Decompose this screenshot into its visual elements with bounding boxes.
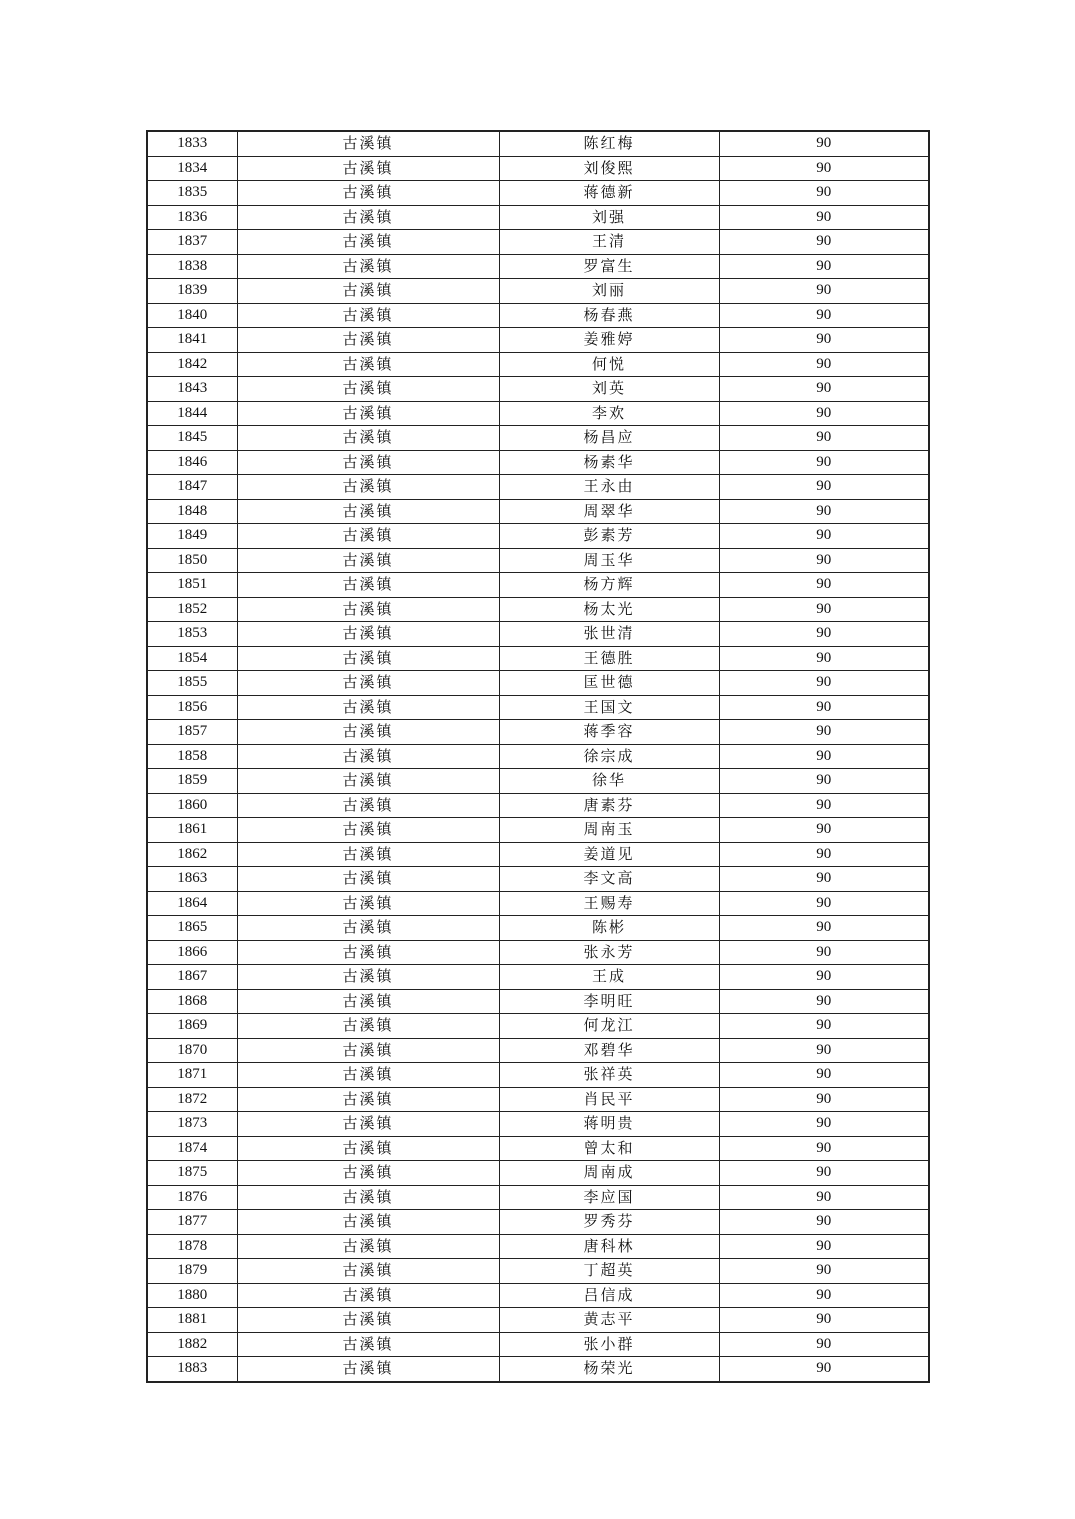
table-row	[147, 1308, 929, 1333]
town-cell: 古溪镇	[237, 646, 499, 671]
town-cell: 古溪镇	[237, 303, 499, 328]
town-cell: 古溪镇	[237, 1308, 499, 1333]
town-cell: 古溪镇	[237, 671, 499, 696]
person-name-cell: 杨方辉	[499, 573, 719, 598]
amount-cell: 90	[719, 744, 929, 769]
person-name-cell: 张祥英	[499, 1063, 719, 1088]
person-name-cell: 刘俊熙	[499, 156, 719, 181]
amount-cell: 90	[719, 230, 929, 255]
table-row	[147, 671, 929, 696]
town-cell: 古溪镇	[237, 1210, 499, 1235]
row-number-cell: 1844	[147, 401, 237, 426]
row-number-cell: 1871	[147, 1063, 237, 1088]
amount-cell: 90	[719, 1038, 929, 1063]
town-cell: 古溪镇	[237, 1136, 499, 1161]
town-cell: 古溪镇	[237, 989, 499, 1014]
row-number-cell: 1868	[147, 989, 237, 1014]
row-number-cell: 1879	[147, 1259, 237, 1284]
person-name-cell: 蒋明贵	[499, 1112, 719, 1137]
row-number-cell: 1852	[147, 597, 237, 622]
table-row	[147, 916, 929, 941]
row-number-cell: 1856	[147, 695, 237, 720]
person-name-cell: 周南成	[499, 1161, 719, 1186]
town-cell: 古溪镇	[237, 426, 499, 451]
amount-cell: 90	[719, 793, 929, 818]
amount-cell: 90	[719, 1357, 929, 1382]
row-number-cell: 1859	[147, 769, 237, 794]
table-row	[147, 328, 929, 353]
person-name-cell: 张世清	[499, 622, 719, 647]
table-row	[147, 818, 929, 843]
row-number-cell: 1863	[147, 867, 237, 892]
person-name-cell: 周南玉	[499, 818, 719, 843]
person-name-cell: 周玉华	[499, 548, 719, 573]
row-number-cell: 1849	[147, 524, 237, 549]
row-number-cell: 1843	[147, 377, 237, 402]
table-row	[147, 940, 929, 965]
town-cell: 古溪镇	[237, 524, 499, 549]
table-row	[147, 1087, 929, 1112]
row-number-cell: 1841	[147, 328, 237, 353]
person-name-cell: 唐素芬	[499, 793, 719, 818]
table-row	[147, 303, 929, 328]
amount-cell: 90	[719, 646, 929, 671]
person-name-cell: 刘英	[499, 377, 719, 402]
person-name-cell: 匡世德	[499, 671, 719, 696]
row-number-cell: 1845	[147, 426, 237, 451]
amount-cell: 90	[719, 1259, 929, 1284]
table-row	[147, 1161, 929, 1186]
amount-cell: 90	[719, 1283, 929, 1308]
table-row	[147, 622, 929, 647]
town-cell: 古溪镇	[237, 230, 499, 255]
roster-table-body	[147, 131, 929, 1382]
table-row	[147, 769, 929, 794]
table-row	[147, 1185, 929, 1210]
table-row	[147, 965, 929, 990]
amount-cell: 90	[719, 1112, 929, 1137]
town-cell: 古溪镇	[237, 352, 499, 377]
table-row	[147, 131, 929, 156]
row-number-cell: 1833	[147, 131, 237, 156]
amount-cell: 90	[719, 181, 929, 206]
table-row	[147, 1136, 929, 1161]
table-row	[147, 842, 929, 867]
row-number-cell: 1837	[147, 230, 237, 255]
row-number-cell: 1869	[147, 1014, 237, 1039]
town-cell: 古溪镇	[237, 450, 499, 475]
town-cell: 古溪镇	[237, 573, 499, 598]
person-name-cell: 李文高	[499, 867, 719, 892]
amount-cell: 90	[719, 695, 929, 720]
person-name-cell: 吕信成	[499, 1283, 719, 1308]
row-number-cell: 1876	[147, 1185, 237, 1210]
town-cell: 古溪镇	[237, 1234, 499, 1259]
person-name-cell: 杨昌应	[499, 426, 719, 451]
town-cell: 古溪镇	[237, 1063, 499, 1088]
town-cell: 古溪镇	[237, 818, 499, 843]
row-number-cell: 1854	[147, 646, 237, 671]
amount-cell: 90	[719, 205, 929, 230]
amount-cell: 90	[719, 352, 929, 377]
table-row	[147, 450, 929, 475]
person-name-cell: 王永由	[499, 475, 719, 500]
person-name-cell: 蒋德新	[499, 181, 719, 206]
person-name-cell: 姜道见	[499, 842, 719, 867]
row-number-cell: 1872	[147, 1087, 237, 1112]
amount-cell: 90	[719, 1210, 929, 1235]
table-row	[147, 352, 929, 377]
amount-cell: 90	[719, 1185, 929, 1210]
town-cell: 古溪镇	[237, 377, 499, 402]
town-cell: 古溪镇	[237, 965, 499, 990]
amount-cell: 90	[719, 1087, 929, 1112]
person-name-cell: 张小群	[499, 1332, 719, 1357]
amount-cell: 90	[719, 401, 929, 426]
amount-cell: 90	[719, 769, 929, 794]
table-row	[147, 401, 929, 426]
amount-cell: 90	[719, 1332, 929, 1357]
table-row	[147, 695, 929, 720]
amount-cell: 90	[719, 328, 929, 353]
row-number-cell: 1857	[147, 720, 237, 745]
town-cell: 古溪镇	[237, 867, 499, 892]
town-cell: 古溪镇	[237, 1259, 499, 1284]
person-name-cell: 陈彬	[499, 916, 719, 941]
amount-cell: 90	[719, 818, 929, 843]
table-row	[147, 744, 929, 769]
amount-cell: 90	[719, 131, 929, 156]
row-number-cell: 1846	[147, 450, 237, 475]
town-cell: 古溪镇	[237, 597, 499, 622]
row-number-cell: 1851	[147, 573, 237, 598]
town-cell: 古溪镇	[237, 328, 499, 353]
town-cell: 古溪镇	[237, 1112, 499, 1137]
person-name-cell: 王清	[499, 230, 719, 255]
person-name-cell: 王成	[499, 965, 719, 990]
row-number-cell: 1867	[147, 965, 237, 990]
person-name-cell: 丁超英	[499, 1259, 719, 1284]
table-row	[147, 793, 929, 818]
table-row	[147, 891, 929, 916]
town-cell: 古溪镇	[237, 720, 499, 745]
row-number-cell: 1877	[147, 1210, 237, 1235]
table-row	[147, 720, 929, 745]
row-number-cell: 1860	[147, 793, 237, 818]
row-number-cell: 1842	[147, 352, 237, 377]
town-cell: 古溪镇	[237, 1038, 499, 1063]
table-row	[147, 156, 929, 181]
amount-cell: 90	[719, 720, 929, 745]
row-number-cell: 1840	[147, 303, 237, 328]
town-cell: 古溪镇	[237, 131, 499, 156]
person-name-cell: 曾太和	[499, 1136, 719, 1161]
amount-cell: 90	[719, 671, 929, 696]
row-number-cell: 1874	[147, 1136, 237, 1161]
row-number-cell: 1847	[147, 475, 237, 500]
town-cell: 古溪镇	[237, 744, 499, 769]
table-row	[147, 181, 929, 206]
person-name-cell: 杨荣光	[499, 1357, 719, 1382]
person-name-cell: 徐宗成	[499, 744, 719, 769]
amount-cell: 90	[719, 573, 929, 598]
row-number-cell: 1861	[147, 818, 237, 843]
town-cell: 古溪镇	[237, 1161, 499, 1186]
town-cell: 古溪镇	[237, 548, 499, 573]
amount-cell: 90	[719, 916, 929, 941]
row-number-cell: 1848	[147, 499, 237, 524]
person-name-cell: 蒋季容	[499, 720, 719, 745]
table-row	[147, 1357, 929, 1382]
town-cell: 古溪镇	[237, 1332, 499, 1357]
town-cell: 古溪镇	[237, 1087, 499, 1112]
row-number-cell: 1834	[147, 156, 237, 181]
amount-cell: 90	[719, 1136, 929, 1161]
person-name-cell: 刘强	[499, 205, 719, 230]
table-row	[147, 205, 929, 230]
row-number-cell: 1878	[147, 1234, 237, 1259]
town-cell: 古溪镇	[237, 1357, 499, 1382]
town-cell: 古溪镇	[237, 769, 499, 794]
person-name-cell: 邓碧华	[499, 1038, 719, 1063]
table-row	[147, 573, 929, 598]
amount-cell: 90	[719, 1063, 929, 1088]
row-number-cell: 1880	[147, 1283, 237, 1308]
row-number-cell: 1866	[147, 940, 237, 965]
amount-cell: 90	[719, 156, 929, 181]
town-cell: 古溪镇	[237, 1014, 499, 1039]
town-cell: 古溪镇	[237, 793, 499, 818]
person-name-cell: 王赐寿	[499, 891, 719, 916]
row-number-cell: 1873	[147, 1112, 237, 1137]
amount-cell: 90	[719, 1161, 929, 1186]
town-cell: 古溪镇	[237, 842, 499, 867]
amount-cell: 90	[719, 377, 929, 402]
row-number-cell: 1850	[147, 548, 237, 573]
table-row	[147, 499, 929, 524]
person-name-cell: 陈红梅	[499, 131, 719, 156]
amount-cell: 90	[719, 254, 929, 279]
row-number-cell: 1838	[147, 254, 237, 279]
table-row	[147, 230, 929, 255]
table-row	[147, 279, 929, 304]
table-row	[147, 1038, 929, 1063]
table-row	[147, 1332, 929, 1357]
person-name-cell: 李欢	[499, 401, 719, 426]
table-row	[147, 1259, 929, 1284]
town-cell: 古溪镇	[237, 181, 499, 206]
person-name-cell: 罗富生	[499, 254, 719, 279]
row-number-cell: 1881	[147, 1308, 237, 1333]
table-row	[147, 475, 929, 500]
amount-cell: 90	[719, 1014, 929, 1039]
person-name-cell: 罗秀芬	[499, 1210, 719, 1235]
table-row	[147, 989, 929, 1014]
town-cell: 古溪镇	[237, 254, 499, 279]
person-name-cell: 张永芳	[499, 940, 719, 965]
town-cell: 古溪镇	[237, 499, 499, 524]
row-number-cell: 1839	[147, 279, 237, 304]
person-name-cell: 刘丽	[499, 279, 719, 304]
table-row	[147, 1210, 929, 1235]
amount-cell: 90	[719, 475, 929, 500]
town-cell: 古溪镇	[237, 1283, 499, 1308]
table-row	[147, 867, 929, 892]
row-number-cell: 1875	[147, 1161, 237, 1186]
row-number-cell: 1865	[147, 916, 237, 941]
row-number-cell: 1836	[147, 205, 237, 230]
table-row	[147, 254, 929, 279]
person-name-cell: 杨太光	[499, 597, 719, 622]
table-row	[147, 426, 929, 451]
amount-cell: 90	[719, 842, 929, 867]
town-cell: 古溪镇	[237, 891, 499, 916]
amount-cell: 90	[719, 965, 929, 990]
town-cell: 古溪镇	[237, 916, 499, 941]
table-row	[147, 548, 929, 573]
town-cell: 古溪镇	[237, 622, 499, 647]
town-cell: 古溪镇	[237, 940, 499, 965]
person-name-cell: 姜雅婷	[499, 328, 719, 353]
table-row	[147, 377, 929, 402]
table-row	[147, 1234, 929, 1259]
row-number-cell: 1883	[147, 1357, 237, 1382]
row-number-cell: 1835	[147, 181, 237, 206]
amount-cell: 90	[719, 1308, 929, 1333]
amount-cell: 90	[719, 597, 929, 622]
row-number-cell: 1864	[147, 891, 237, 916]
amount-cell: 90	[719, 499, 929, 524]
amount-cell: 90	[719, 1234, 929, 1259]
person-name-cell: 何悦	[499, 352, 719, 377]
person-name-cell: 王国文	[499, 695, 719, 720]
amount-cell: 90	[719, 622, 929, 647]
table-row	[147, 597, 929, 622]
person-name-cell: 肖民平	[499, 1087, 719, 1112]
town-cell: 古溪镇	[237, 279, 499, 304]
person-name-cell: 杨素华	[499, 450, 719, 475]
table-row	[147, 524, 929, 549]
amount-cell: 90	[719, 989, 929, 1014]
amount-cell: 90	[719, 279, 929, 304]
table-row	[147, 1063, 929, 1088]
amount-cell: 90	[719, 426, 929, 451]
person-name-cell: 李应国	[499, 1185, 719, 1210]
person-name-cell: 周翠华	[499, 499, 719, 524]
row-number-cell: 1853	[147, 622, 237, 647]
amount-cell: 90	[719, 524, 929, 549]
person-name-cell: 黄志平	[499, 1308, 719, 1333]
town-cell: 古溪镇	[237, 695, 499, 720]
town-cell: 古溪镇	[237, 156, 499, 181]
roster-table	[146, 130, 930, 1383]
row-number-cell: 1855	[147, 671, 237, 696]
row-number-cell: 1858	[147, 744, 237, 769]
amount-cell: 90	[719, 891, 929, 916]
town-cell: 古溪镇	[237, 205, 499, 230]
town-cell: 古溪镇	[237, 1185, 499, 1210]
amount-cell: 90	[719, 867, 929, 892]
table-row	[147, 1283, 929, 1308]
town-cell: 古溪镇	[237, 475, 499, 500]
row-number-cell: 1882	[147, 1332, 237, 1357]
table-row	[147, 1014, 929, 1039]
person-name-cell: 何龙江	[499, 1014, 719, 1039]
person-name-cell: 杨春燕	[499, 303, 719, 328]
person-name-cell: 唐科林	[499, 1234, 719, 1259]
row-number-cell: 1870	[147, 1038, 237, 1063]
town-cell: 古溪镇	[237, 401, 499, 426]
person-name-cell: 王德胜	[499, 646, 719, 671]
person-name-cell: 李明旺	[499, 989, 719, 1014]
row-number-cell: 1862	[147, 842, 237, 867]
table-row	[147, 1112, 929, 1137]
amount-cell: 90	[719, 940, 929, 965]
table-row	[147, 646, 929, 671]
person-name-cell: 徐华	[499, 769, 719, 794]
amount-cell: 90	[719, 450, 929, 475]
amount-cell: 90	[719, 548, 929, 573]
amount-cell: 90	[719, 303, 929, 328]
person-name-cell: 彭素芳	[499, 524, 719, 549]
